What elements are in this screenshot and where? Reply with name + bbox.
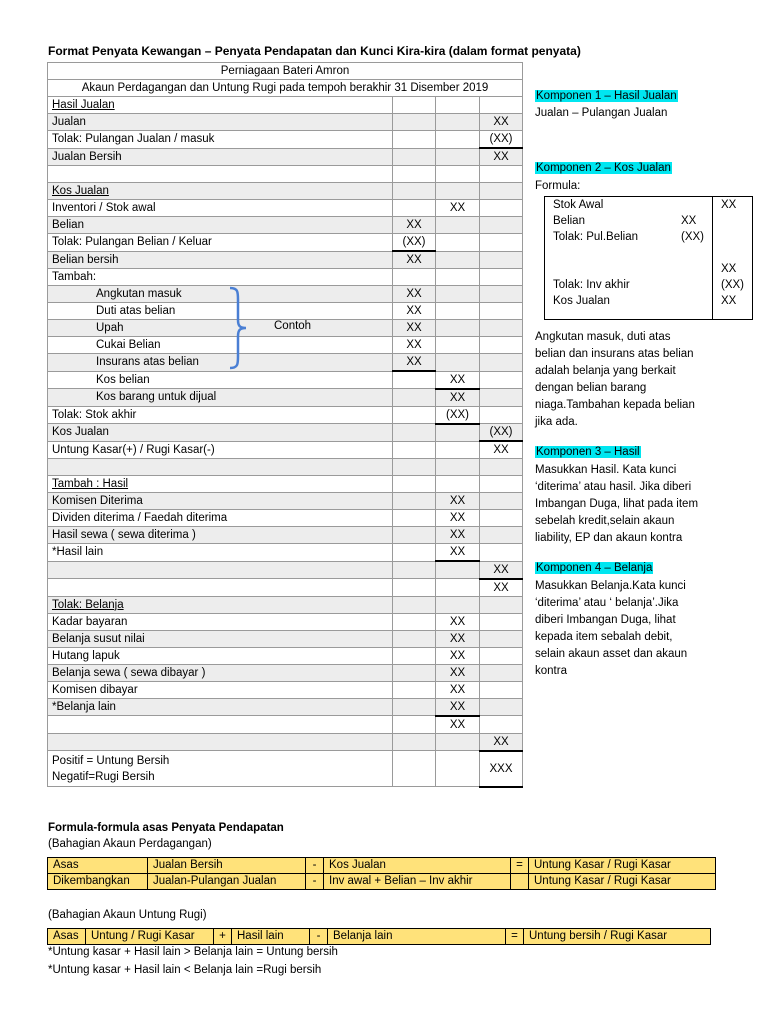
belian-label: Belian: [48, 217, 393, 234]
k2-text-line: Angkutan masuk, duti atas: [535, 331, 671, 343]
cukai-label: Cukai Belian: [48, 337, 393, 354]
hasil-jualan-header: Hasil Jualan: [52, 99, 115, 111]
komisen-diterima-label: Komisen Diterima: [48, 493, 393, 510]
upah-label: Upah: [48, 320, 393, 337]
komponen-3-title: Komponen 3 – Hasil: [536, 446, 640, 458]
hasil-total-amount: XX: [480, 561, 523, 579]
belanja-lain-amount: XX: [436, 698, 480, 716]
document-title: Format Penyata Kewangan – Penyata Pendapatan dan Kunci Kira-kira (dalam format penyata): [48, 44, 581, 58]
formula-cell: Asas: [48, 858, 148, 874]
jualan-label: Jualan: [48, 114, 393, 131]
komponen-1-title: Komponen 1 – Hasil Jualan: [536, 90, 677, 102]
untung-kasar-label: Untung Kasar(+) / Rugi Kasar(-): [48, 441, 393, 459]
k3-text-line: sebelah kredit,selain akaun: [535, 515, 675, 527]
rule-rugi-bersih: *Untung kasar + Hasil lain < Belanja lain =Rugi bersih: [48, 964, 322, 976]
komponen-2-title: Komponen 2 – Kos Jualan: [536, 162, 671, 174]
negatif-label: Negatif=Rugi Bersih: [52, 770, 155, 783]
k2-text-line: niaga.Tambahan kepada belian: [535, 399, 695, 411]
kos-barang-label: Kos barang untuk dijual: [48, 389, 393, 407]
tambah-label: Tambah:: [48, 269, 393, 286]
kadar-bayaran-amount: XX: [436, 613, 480, 630]
komponen-1-text: Jualan – Pulangan Jualan: [535, 107, 668, 119]
duti-amount: XX: [393, 303, 436, 320]
k2-stok-amount: XX: [721, 199, 737, 211]
k2-pul-amount: (XX): [681, 231, 704, 243]
belanja-susut-label: Belanja susut nilai: [48, 630, 393, 647]
curly-brace-icon: [226, 286, 252, 370]
formula-cell: Belanja lain: [328, 929, 506, 945]
k4-text-line: diberi Imbangan Duga, lihat: [535, 614, 676, 626]
belanja-sewa-amount: XX: [436, 664, 480, 681]
k4-text-line: kontra: [535, 665, 567, 677]
k4-text-line: Masukkan Belanja.Kata kunci: [535, 580, 686, 592]
formula-cell: Asas: [48, 929, 86, 945]
inventori-amount: XX: [436, 200, 480, 217]
kos-jualan-label: Kos Jualan: [48, 424, 393, 442]
hasil-lain-label: *Hasil lain: [48, 544, 393, 562]
formula-untung-rugi-table: [47, 928, 711, 945]
after-hasil-amount: XX: [480, 579, 523, 597]
formula-cell: Inv awal + Belian – Inv akhir: [324, 874, 511, 890]
duti-label: Duti atas belian: [48, 303, 393, 320]
formula-cell: Untung Kasar / Rugi Kasar: [529, 858, 716, 874]
belanja-sewa-label: Belanja sewa ( sewa dibayar ): [48, 664, 393, 681]
contoh-label: Contoh: [274, 320, 312, 332]
k2-kos-amount: XX: [721, 295, 737, 307]
dividen-amount: XX: [436, 510, 480, 527]
komponen-4-text: [535, 578, 687, 680]
formula-operator: =: [511, 858, 529, 874]
k2-text-line: dengan belian barang: [535, 382, 647, 394]
dividen-label: Dividen diterima / Faedah diterima: [48, 510, 393, 527]
kos-jualan-header: Kos Jualan: [52, 185, 109, 197]
k3-text-line: liability, EP dan akaun kontra: [535, 532, 683, 544]
insurans-amount: XX: [393, 354, 436, 372]
jualan-bersih-label: Jualan Bersih: [48, 148, 393, 166]
after-belanja-amount: XX: [480, 733, 523, 751]
hutang-lapuk-label: Hutang lapuk: [48, 647, 393, 664]
business-name: Perniagaan Bateri Amron: [48, 63, 523, 80]
k4-text-line: selain akaun asset dan akaun: [535, 648, 688, 660]
account-title: Akaun Perdagangan dan Untung Rugi pada tempoh berakhir 31 Disember 2019: [48, 80, 523, 97]
komponen-2-text: [535, 329, 695, 431]
belian-amount: XX: [393, 217, 436, 234]
formula-perdagangan-table: [47, 857, 716, 890]
komisen-diterima-amount: XX: [436, 493, 480, 510]
inventori-label: Inventori / Stok awal: [48, 200, 393, 217]
hasil-sewa-amount: XX: [436, 527, 480, 544]
komisen-dibayar-amount: XX: [436, 681, 480, 698]
hutang-lapuk-amount: XX: [436, 647, 480, 664]
k3-text-line: ‘diterima’ atau hasil. Jika diberi: [535, 481, 692, 493]
formula-cell: Jualan Bersih: [148, 858, 306, 874]
belian-bersih-label: Belian bersih: [48, 251, 393, 269]
formula-operator: =: [506, 929, 524, 945]
belian-bersih-amount: XX: [393, 251, 436, 269]
formula-cell: Untung / Rugi Kasar: [86, 929, 214, 945]
jualan-bersih-amount: XX: [480, 148, 523, 166]
k2-inv-amount: (XX): [721, 279, 744, 291]
formula-operator: -: [310, 929, 328, 945]
tolak-belanja-header: Tolak: Belanja: [52, 598, 124, 611]
k2-text-line: adalah belanja yang berkait: [535, 365, 676, 377]
k2-stok-awal: Stok Awal: [553, 199, 604, 211]
formula-subtitle-perdagangan: (Bahagian Akaun Perdagangan): [48, 838, 212, 850]
formula-cell: Jualan-Pulangan Jualan: [148, 874, 306, 890]
k3-text-line: Imbangan Duga, lihat pada item: [535, 498, 699, 510]
k4-text-line: kepada item sebalah debit,: [535, 631, 673, 643]
cukai-amount: XX: [393, 337, 436, 354]
kos-jualan-formula-box: [544, 196, 753, 320]
k2-kos-jualan: Kos Jualan: [553, 295, 610, 307]
untung-bersih-amount: XXX: [480, 751, 523, 787]
formula-operator: -: [306, 858, 324, 874]
jualan-amount: XX: [480, 114, 523, 131]
k3-text-line: Masukkan Hasil. Kata kunci: [535, 464, 677, 476]
stok-akhir-amount: (XX): [436, 406, 480, 424]
hasil-sewa-label: Hasil sewa ( sewa diterima ): [48, 527, 393, 544]
insurans-label: Insurans atas belian: [48, 354, 393, 372]
formula-operator: +: [214, 929, 232, 945]
k2-tolak-inv: Tolak: Inv akhir: [553, 279, 630, 291]
belanja-susut-amount: XX: [436, 630, 480, 647]
stok-akhir-label: Tolak: Stok akhir: [48, 406, 393, 424]
kos-barang-amount: XX: [436, 389, 480, 407]
pulangan-jualan-amount: (XX): [480, 131, 523, 149]
hasil-lain-amount: XX: [436, 544, 480, 562]
formula-cell: Untung Kasar / Rugi Kasar: [529, 874, 716, 890]
kadar-bayaran-label: Kadar bayaran: [48, 613, 393, 630]
angkutan-amount: XX: [393, 286, 436, 303]
k2-sub-amount: XX: [721, 263, 737, 275]
k2-tolak-pul: Tolak: Pul.Belian: [553, 231, 639, 243]
formula-cell: Hasil lain: [232, 929, 310, 945]
k2-belian: Belian: [553, 215, 585, 227]
income-statement-table: [47, 62, 523, 788]
kos-jualan-amount: (XX): [480, 424, 523, 442]
upah-amount: XX: [393, 320, 436, 337]
untung-kasar-amount: XX: [480, 441, 523, 459]
k4-text-line: ‘diterima’ atau ‘ belanja’.Jika: [535, 597, 679, 609]
belanja-lain-label: *Belanja lain: [48, 698, 393, 716]
pulangan-belian-amount: (XX): [393, 234, 436, 252]
pulangan-jualan-label: Tolak: Pulangan Jualan / masuk: [48, 131, 393, 149]
k2-belian-amount: XX: [681, 215, 697, 227]
k2-text-line: jika ada.: [535, 416, 578, 428]
pulangan-belian-label: Tolak: Pulangan Belian / Keluar: [48, 234, 393, 252]
formula-cell: Dikembangkan: [48, 874, 148, 890]
formula-label: Formula:: [535, 180, 581, 192]
komponen-3-text: [535, 462, 698, 547]
angkutan-label: Angkutan masuk: [48, 286, 393, 303]
formula-title: Formula-formula asas Penyata Pendapatan: [48, 822, 284, 834]
kos-belian-amount: XX: [436, 371, 480, 389]
formula-cell: Untung bersih / Rugi Kasar: [524, 929, 711, 945]
positif-label: Positif = Untung Bersih: [52, 754, 170, 767]
formula-operator: -: [306, 874, 324, 890]
formula-cell: Kos Jualan: [324, 858, 511, 874]
formula-subtitle-untung-rugi: (Bahagian Akaun Untung Rugi): [48, 909, 207, 921]
komponen-4-title: Komponen 4 – Belanja: [536, 562, 653, 574]
kos-belian-label: Kos belian: [48, 371, 393, 389]
komisen-dibayar-label: Komisen dibayar: [48, 681, 393, 698]
belanja-total-amount: XX: [436, 716, 480, 734]
formula-operator: [511, 874, 529, 890]
rule-untung-bersih: *Untung kasar + Hasil lain > Belanja lain = Untung bersih: [48, 946, 338, 958]
k2-text-line: belian dan insurans atas belian: [535, 348, 694, 360]
tambah-hasil-header: Tambah : Hasil: [52, 478, 129, 490]
